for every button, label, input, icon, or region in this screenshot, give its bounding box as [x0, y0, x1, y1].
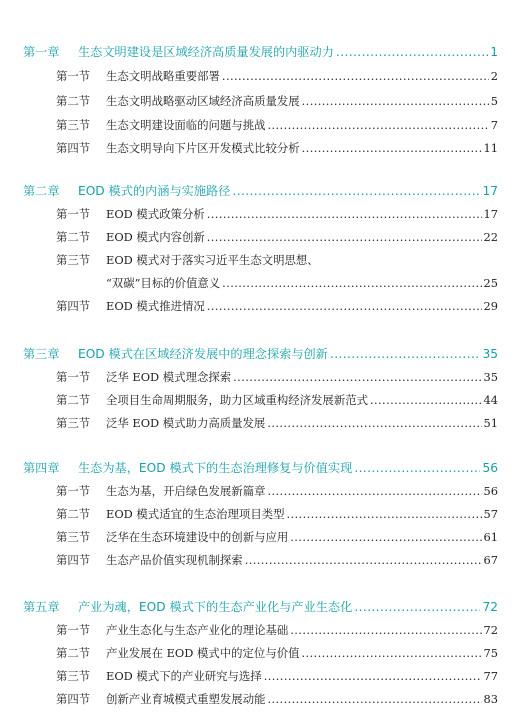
section-title: 泛华在生态环境建设中的创新与应用 — [106, 530, 289, 544]
section-title: EOD 模式对于落实习近平生态文明思想、 — [106, 253, 319, 267]
toc-section-3-3[interactable] — [56, 415, 498, 431]
section-number: 第一节 — [56, 484, 91, 498]
dot-leader — [267, 416, 481, 430]
section-title: 生态文明战略重要部署 — [106, 69, 220, 83]
toc-section-1-1[interactable] — [56, 68, 498, 84]
chapter-number: 第三章 — [23, 347, 60, 361]
section-number: 第四节 — [56, 299, 91, 313]
page-number: 5 — [490, 94, 498, 108]
section-title: 生态文明建设面临的问题与挑战 — [106, 118, 266, 132]
section-number: 第三节 — [56, 253, 91, 267]
page-number: 57 — [483, 507, 498, 521]
toc-chapter-4[interactable] — [23, 459, 498, 476]
section-title: 泛华 EOD 模式助力高质量发展 — [106, 416, 266, 430]
section-title: 生态文明导向下片区开发模式比较分析 — [106, 141, 300, 155]
dot-leader — [222, 69, 489, 83]
section-number: 第一节 — [56, 370, 91, 384]
page-number: 72 — [482, 600, 498, 614]
page-number: 56 — [482, 461, 498, 475]
page-number: 83 — [483, 692, 498, 706]
page-number: 51 — [483, 416, 498, 430]
toc-chapter-2[interactable] — [23, 182, 498, 199]
page-number: 35 — [483, 370, 498, 384]
section-title: EOD 模式推进情况 — [106, 299, 205, 313]
section-title: 全项目生命周期服务，助力区域重构经济发展新范式 — [106, 393, 368, 407]
toc-section-1-2[interactable] — [56, 93, 498, 109]
chapter-number: 第一章 — [23, 45, 60, 59]
toc-section-3-1[interactable] — [56, 369, 498, 385]
dot-leader — [245, 553, 482, 567]
page-number: 29 — [483, 299, 498, 313]
toc-section-3-2[interactable] — [56, 392, 498, 408]
page-number: 72 — [483, 623, 498, 637]
toc-section-2-3[interactable] — [56, 252, 498, 268]
page-number: 11 — [483, 141, 498, 155]
toc-chapter-5[interactable] — [23, 598, 498, 615]
page-number: 56 — [483, 484, 498, 498]
section-number: 第二节 — [56, 507, 91, 521]
section-number: 第二节 — [56, 393, 91, 407]
section-title: 创新产业育城模式重塑发展动能 — [106, 692, 266, 706]
page-number: 77 — [483, 669, 498, 683]
page-number: 1 — [490, 45, 498, 59]
section-number: 第一节 — [56, 207, 91, 221]
dot-leader — [287, 507, 482, 521]
page-number: 17 — [483, 207, 498, 221]
toc-section-5-1[interactable] — [56, 622, 498, 638]
section-title: EOD 模式下的产业研究与选择 — [106, 669, 262, 683]
toc-section-5-3[interactable] — [56, 668, 498, 684]
chapter-title: 生态文明建设是区域经济高质量发展的内驱动力 — [78, 45, 334, 59]
toc-section-4-1[interactable] — [56, 483, 498, 499]
section-title: 生态为基，开启绿色发展新篇章 — [106, 484, 266, 498]
section-title: 生态文明战略驱动区域经济高质量发展 — [106, 94, 300, 108]
section-number: 第二节 — [56, 230, 91, 244]
dot-leader — [302, 94, 489, 108]
section-number: 第四节 — [56, 141, 91, 155]
page-number: 75 — [483, 646, 498, 660]
chapter-number: 第四章 — [23, 461, 60, 475]
dot-leader — [222, 276, 481, 290]
toc-section-5-4[interactable] — [56, 691, 498, 707]
section-title: 生态产品价值实现机制探索 — [106, 553, 243, 567]
page-number: 7 — [490, 118, 498, 132]
toc-section-5-2[interactable] — [56, 645, 498, 661]
section-title: EOD 模式内容创新 — [106, 230, 205, 244]
toc-section-2-4[interactable] — [56, 298, 498, 314]
toc-section-2-1[interactable] — [56, 206, 498, 222]
page-number: 2 — [490, 69, 498, 83]
page-number: 61 — [483, 530, 498, 544]
page-number: 25 — [483, 276, 498, 290]
dot-leader — [354, 600, 480, 614]
section-number: 第四节 — [56, 692, 91, 706]
toc-section-4-2[interactable] — [56, 506, 498, 522]
section-title: EOD 模式政策分析 — [106, 207, 205, 221]
dot-leader — [267, 692, 481, 706]
toc-section-4-4[interactable] — [56, 552, 498, 568]
page-number: 22 — [483, 230, 498, 244]
toc-section-2-2[interactable] — [56, 229, 498, 245]
dot-leader — [290, 623, 481, 637]
section-number: 第三节 — [56, 530, 91, 544]
page-number: 17 — [482, 184, 498, 198]
toc-section-2-3-continuation[interactable] — [106, 275, 498, 291]
chapter-title: 生态为基，EOD 模式下的生态治理修复与价值实现 — [78, 461, 353, 475]
section-number: 第一节 — [56, 623, 91, 637]
dot-leader — [264, 669, 482, 683]
section-title-continuation: “双碳”目标的价值意义 — [106, 276, 221, 290]
dot-leader — [267, 484, 481, 498]
section-number: 第三节 — [56, 669, 91, 683]
chapter-title: EOD 模式的内涵与实施路径 — [78, 184, 231, 198]
chapter-title: 产业为魂，EOD 模式下的生态产业化与产业生态化 — [78, 600, 353, 614]
page-number: 35 — [482, 347, 498, 361]
dot-leader — [207, 207, 482, 221]
dot-leader — [290, 530, 481, 544]
section-title: 产业生态化与生态产业化的理论基础 — [106, 623, 289, 637]
section-title: 泛华 EOD 模式理念探索 — [106, 370, 232, 384]
section-number: 第三节 — [56, 118, 91, 132]
toc-chapter-1[interactable] — [23, 43, 498, 60]
dot-leader — [302, 141, 482, 155]
section-number: 第二节 — [56, 94, 91, 108]
toc-section-1-4[interactable] — [56, 140, 498, 156]
page-number: 67 — [483, 553, 498, 567]
dot-leader — [232, 184, 480, 198]
toc-chapter-3[interactable] — [23, 345, 498, 362]
section-number: 第三节 — [56, 416, 91, 430]
chapter-number: 第二章 — [23, 184, 60, 198]
section-number: 第一节 — [56, 69, 91, 83]
chapter-number: 第五章 — [23, 600, 60, 614]
dot-leader — [330, 347, 481, 361]
dot-leader — [302, 646, 482, 660]
dot-leader — [207, 230, 482, 244]
section-number: 第四节 — [56, 553, 91, 567]
section-title: 产业发展在 EOD 模式中的定位与价值 — [106, 646, 300, 660]
chapter-title: EOD 模式在区域经济发展中的理念探索与创新 — [78, 347, 328, 361]
toc-section-4-3[interactable] — [56, 529, 498, 545]
toc-section-1-3[interactable] — [56, 117, 498, 133]
dot-leader — [336, 45, 488, 59]
dot-leader — [267, 118, 488, 132]
section-number: 第二节 — [56, 646, 91, 660]
dot-leader — [370, 393, 482, 407]
dot-leader — [207, 299, 482, 313]
page-number: 44 — [483, 393, 498, 407]
dot-leader — [354, 461, 480, 475]
section-title: EOD 模式适宜的生态治理项目类型 — [106, 507, 285, 521]
dot-leader — [233, 370, 481, 384]
